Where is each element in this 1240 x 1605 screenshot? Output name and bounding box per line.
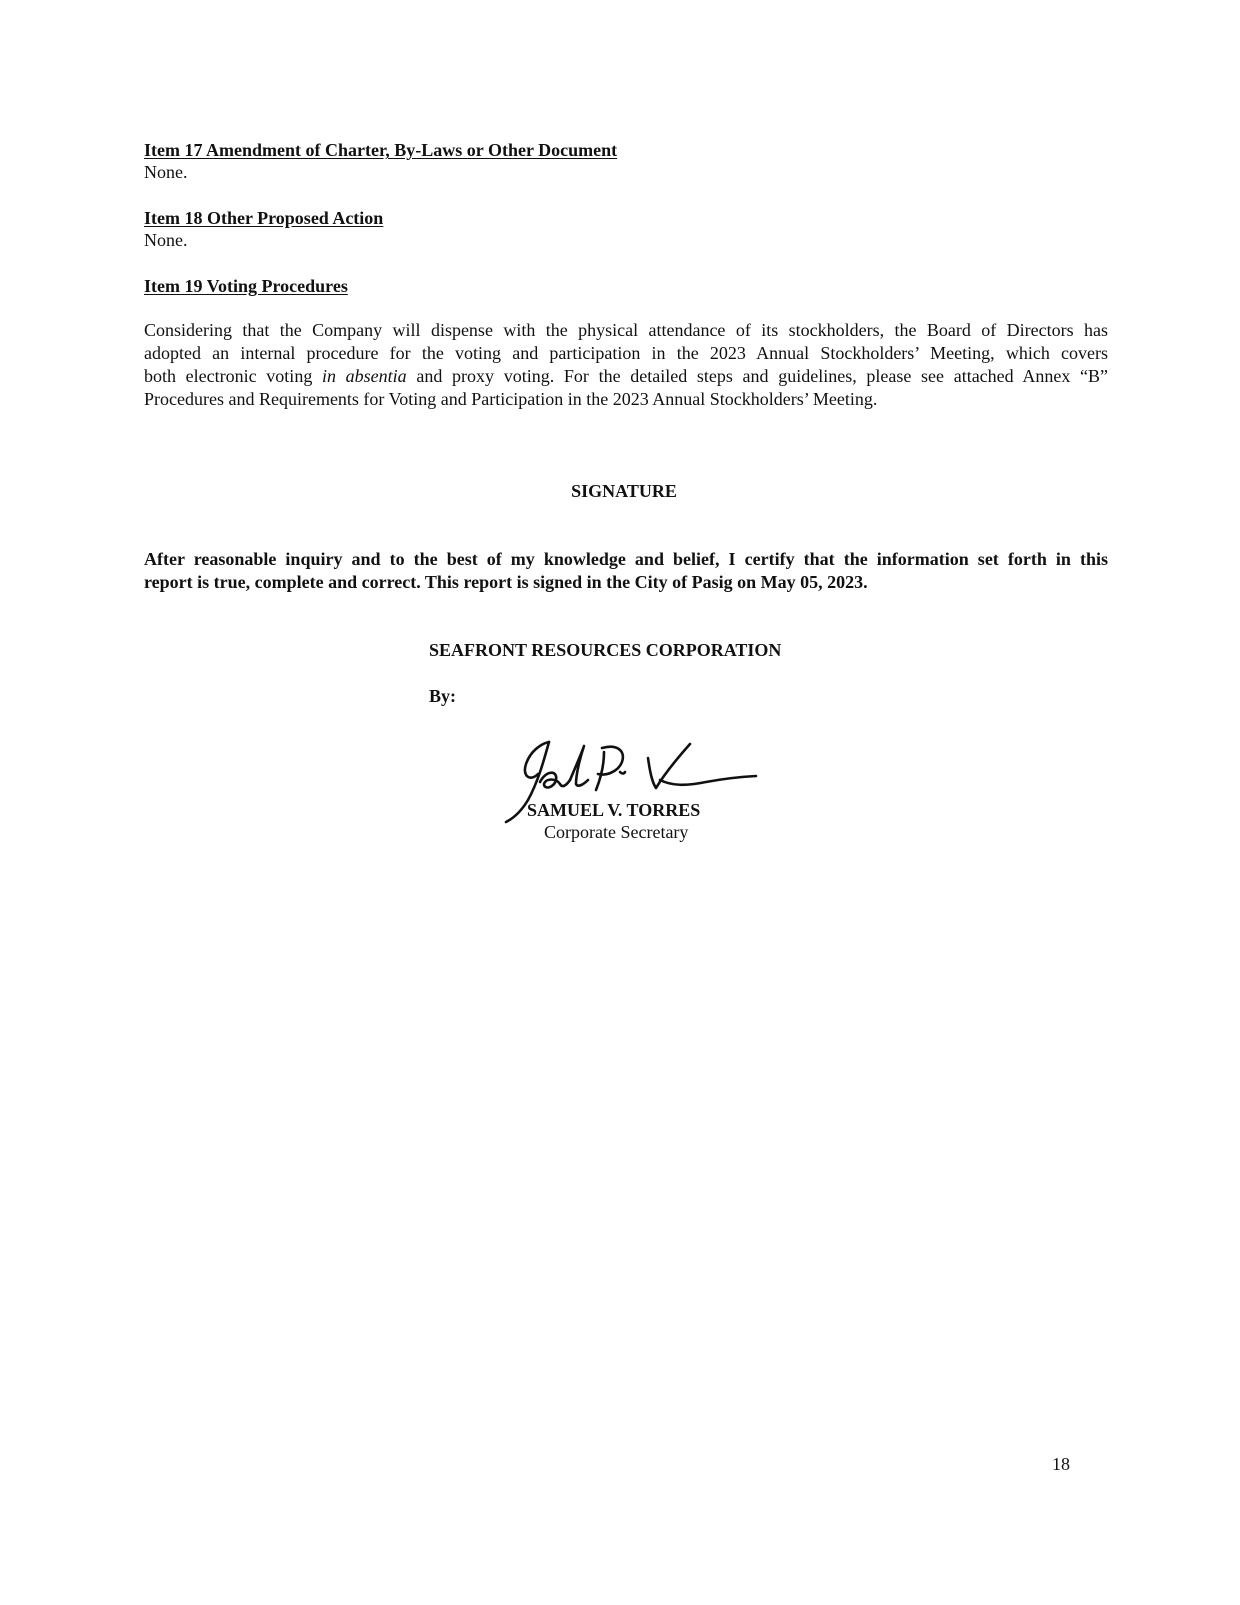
paragraph-italic-text: in absentia [322, 366, 407, 386]
signer-title: Corporate Secretary [544, 822, 689, 842]
paragraph-text: both electronic voting [144, 366, 322, 386]
item-18-heading: Item 18 Other Proposed Action [144, 208, 384, 228]
paragraph-line [144, 365, 1108, 388]
voting-procedures-paragraph [144, 319, 1108, 411]
item-18-body: None. [144, 230, 188, 250]
certification-line: report is true, complete and correct. This report is signed in the City of Pasig on May 05, 2023. [144, 572, 868, 592]
signature-title: SIGNATURE [571, 481, 677, 501]
paragraph-line: Considering that the Company will dispense with the physical attendance of its stockholders, the Board of Directors has [144, 320, 1108, 340]
page-number: 18 [1052, 1454, 1070, 1474]
by-label: By: [429, 686, 456, 706]
item-19-heading: Item 19 Voting Procedures [144, 276, 348, 296]
paragraph-text: and proxy voting. For the detailed steps and guidelines, please see attached Annex “B” [406, 366, 1109, 386]
signer-name: SAMUEL V. TORRES [527, 800, 701, 820]
item-17-heading: Item 17 Amendment of Charter, By-Laws or Other Document [144, 140, 618, 160]
certification-statement [144, 548, 1108, 594]
item-17-body: None. [144, 162, 188, 182]
company-name: SEAFRONT RESOURCES CORPORATION [429, 640, 782, 660]
paragraph-line: Procedures and Requirements for Voting and Participation in the 2023 Annual Stockholders’ Meeting. [144, 389, 878, 409]
paragraph-line: adopted an internal procedure for the voting and participation in the 2023 Annual Stockholders’ Meeting, which covers [144, 343, 1108, 363]
certification-line: After reasonable inquiry and to the best of my knowledge and belief, I certify that the information set forth in this [144, 549, 1108, 569]
